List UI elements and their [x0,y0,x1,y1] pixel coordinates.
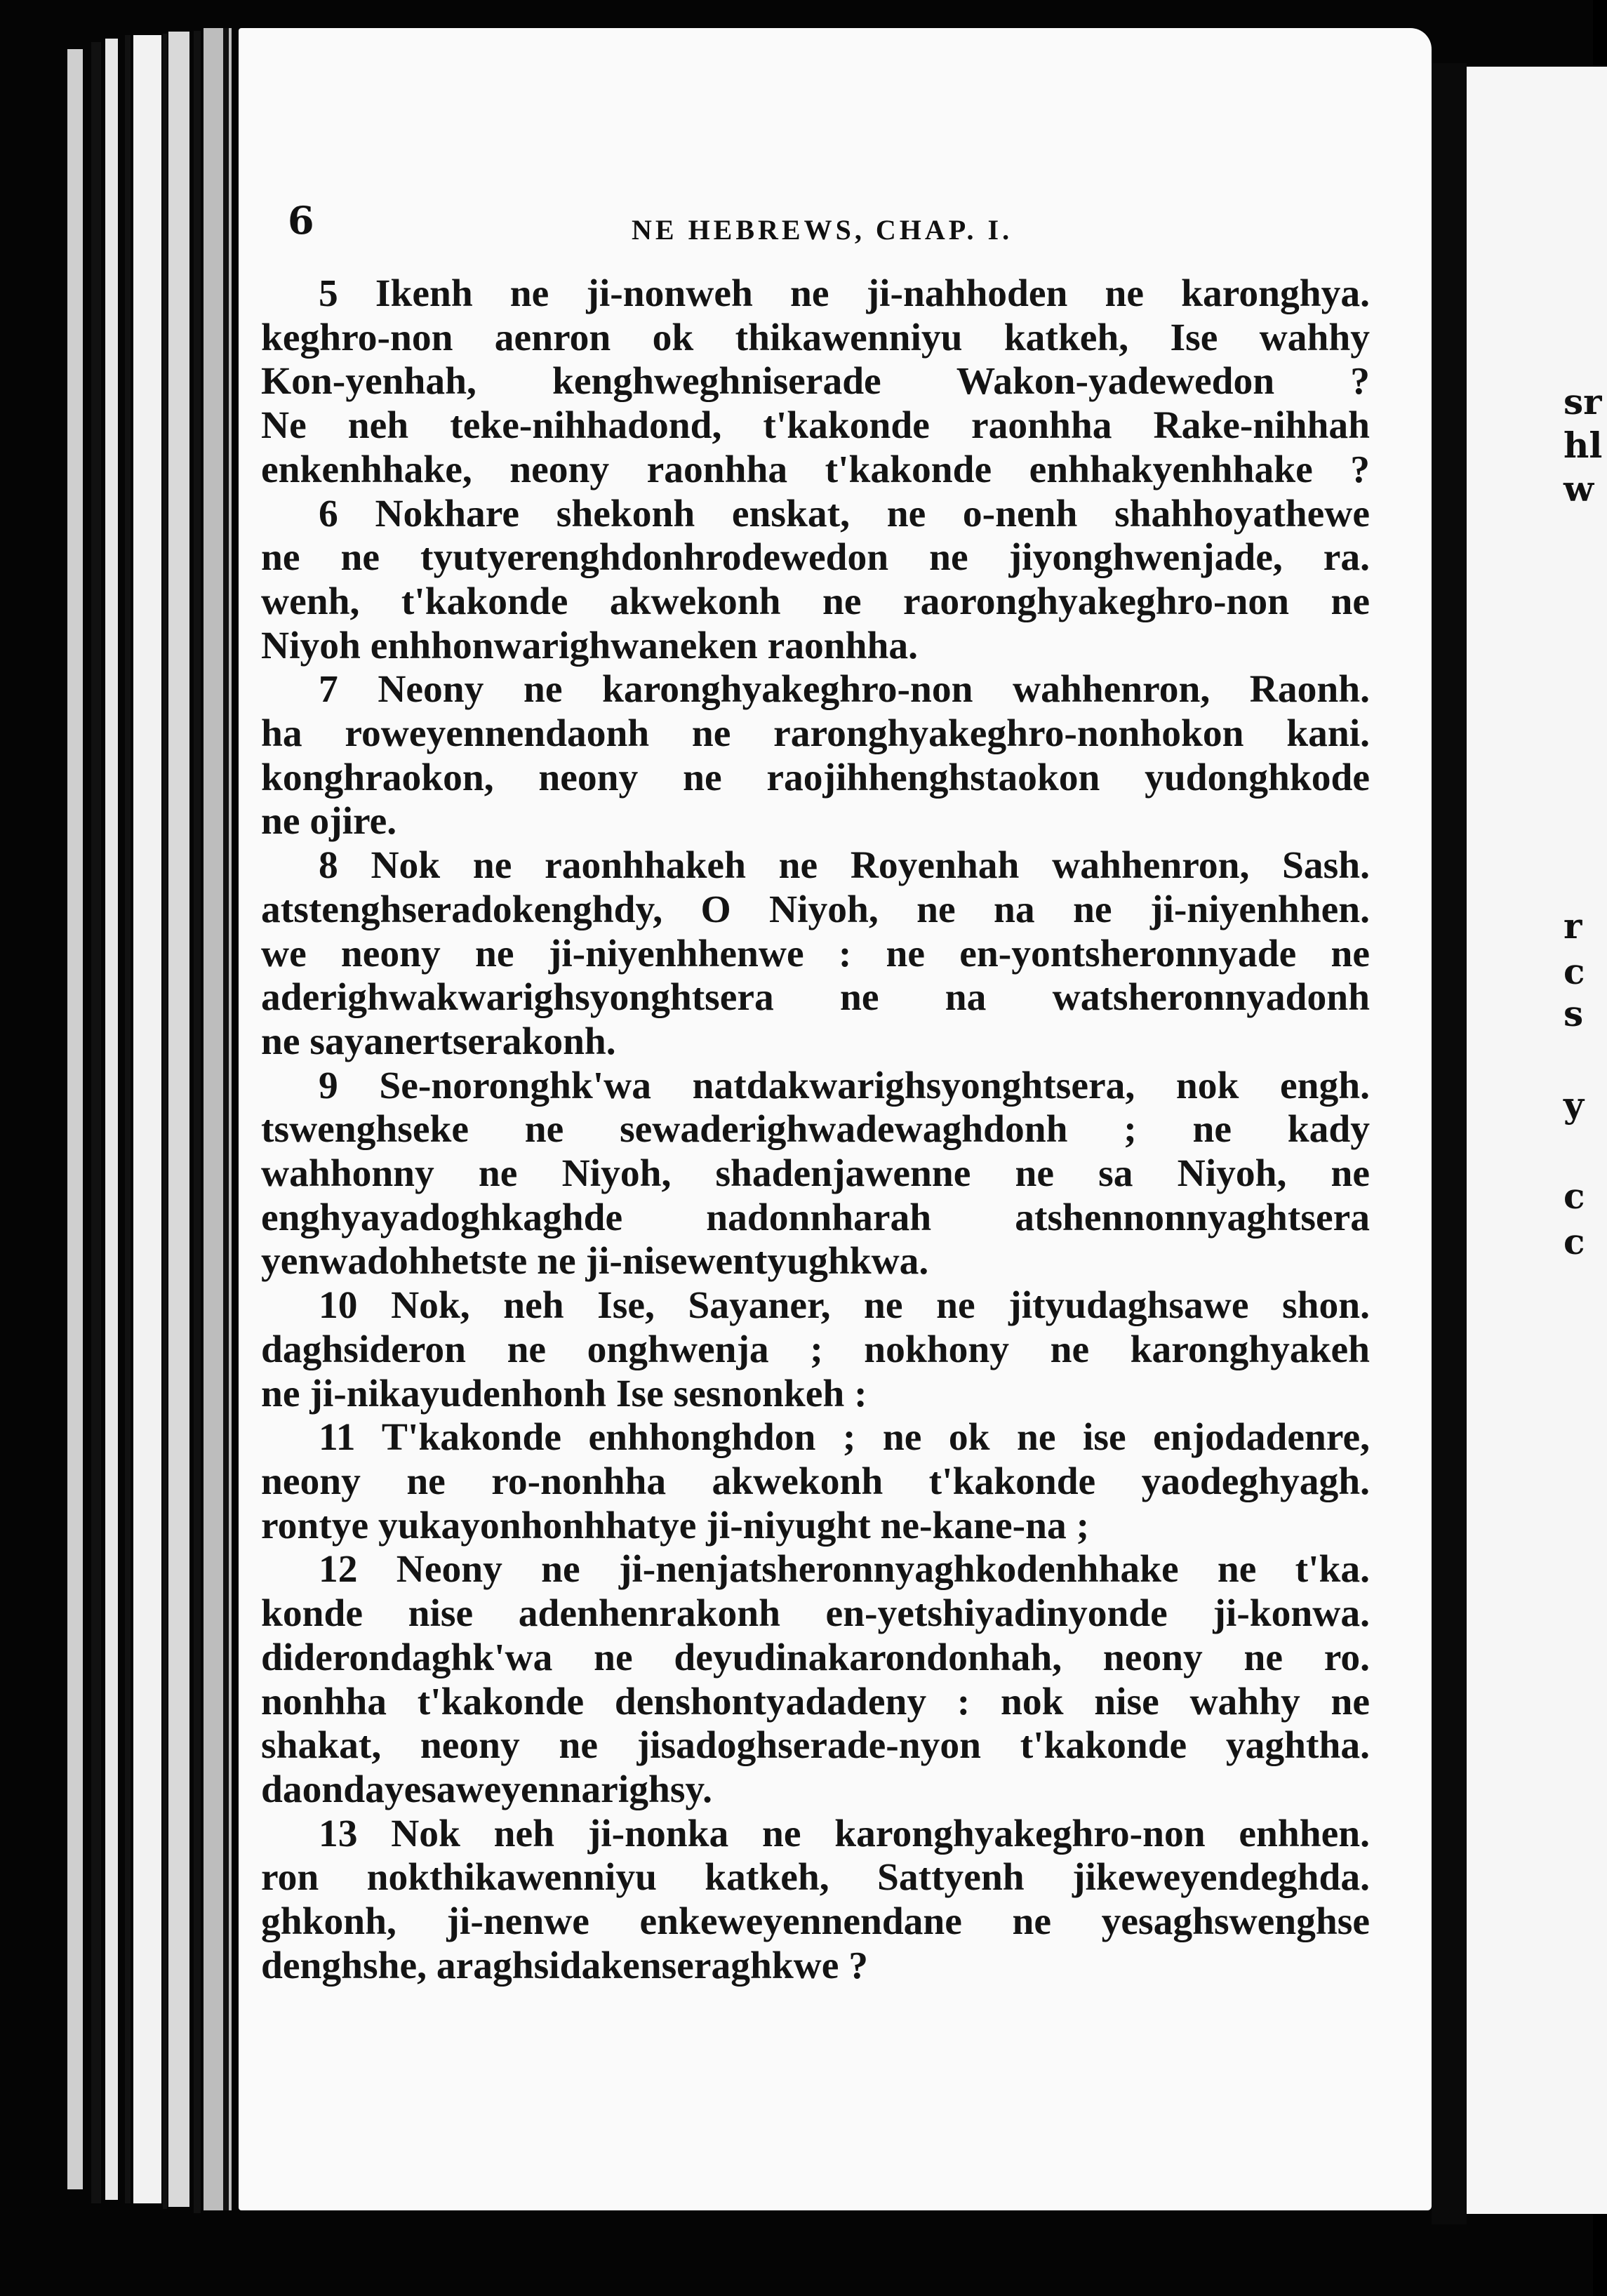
facing-page-fragment: w [1563,468,1594,509]
text-line: 10 Nok, neh Ise, Sayaner, ne ne jityudaghsawe shon. [319,1284,1370,1328]
text-line: nonhha t'kakonde denshontyadadeny : nok nise wahhy ne [261,1680,1370,1723]
text-line: daondayesaweyennarighsy. [261,1768,712,1811]
page-stack-edge [168,32,189,2207]
text-line: aderighwakwarighsyonghtsera ne na watsheronnyadonh [261,976,1370,1020]
text-line: denghshe, araghsidakenseraghkwe ? [261,1944,869,1987]
text-line: 7 Neony ne karonghyakeghro-non wahhenron, Raonh. [319,668,1370,712]
text-line: 6 Nokhare shekonh enskat, ne o-nenh shahhoyathewe [319,492,1370,535]
facing-page-fragment: c [1563,1175,1585,1217]
text-line: diderondaghk'wa ne deyudinakarondonhah, neony ne ro. [261,1636,1370,1679]
text-line: atstenghseradokenghdy, O Niyoh, ne na ne ji-niyenhhen. [261,888,1370,931]
text-line: ne ji-nikayudenhonh Ise sesnonkeh : [261,1372,867,1415]
facing-page-fragment: c [1563,951,1585,992]
text-line: Ne neh teke-nihhadond, t'kakonde raonhha Rake-nihhah [261,404,1370,448]
binding-shadow [91,42,101,2203]
text-line: 12 Neony ne ji-nenjatsheronnyaghkodenhhake ne t'ka. [319,1548,1370,1591]
text-line: konde nise adenhenrakonh en-yetshiyadinyonde ji-konwa. [261,1592,1370,1636]
facing-page-fragment: sr [1563,381,1602,422]
text-line: yenwadohhetste ne ji-nisewentyughkwa. [261,1240,929,1283]
page-stack-edge [67,49,83,2189]
text-line: ne ne tyutyerenghdonhrodewedon ne jiyonghwenjade, ra. [261,536,1370,580]
text-line: keghro-non aenron ok thikawenniyu katkeh, Ise wahhy [261,316,1370,359]
page-number: 6 [288,198,314,243]
text-line: 13 Nok neh ji-nonka ne karonghyakeghro-non enhhen. [319,1812,1370,1855]
text-line: konghraokon, neony ne raojihhenghstaokon yudonghkode [261,756,1370,799]
binding-shadow [163,34,167,2209]
binding-shadow [194,31,201,2213]
book-gutter [1432,63,1467,2224]
page-stack-edge [133,35,161,2203]
text-line: 11 T'kakonde enhhonghdon ; ne ok ne ise enjodadenre, [319,1416,1370,1460]
running-title: NE HEBREWS, CHAP. I. [632,214,1013,246]
text-line: rontye yukayonhonhhatye ji-niyught ne-kane-na ; [261,1504,1090,1547]
running-head [288,198,1382,247]
text-line: 9 Se-noronghk'wa natdakwarighsyonghtsera, nok engh. [319,1064,1370,1107]
facing-page-fragment: c [1563,1221,1585,1262]
binding-shadow [125,35,131,2203]
text-line: ne sayanertserakonh. [261,1020,616,1063]
text-line: we neony ne ji-niyenhhenwe : ne en-yontsheronnyade ne [261,932,1370,975]
text-line: neony ne ro-nonhha akwekonh t'kakonde yaodeghyagh. [261,1460,1370,1503]
text-line: ron nokthikawenniyu katkeh, Sattyenh jikeweyendeghda. [261,1856,1370,1900]
text-line: ha roweyennendaonh ne raronghyakeghro-nonhokon kani. [261,712,1370,756]
facing-page-fragment: s [1563,993,1584,1034]
facing-page-fragment: hl [1563,425,1603,466]
body-text [261,272,1370,1988]
text-line: Kon-yenhah, kenghweghniserade Wakon-yadewedon ? [261,360,1370,403]
page-stack-edge [105,39,118,2200]
text-line: daghsideron ne onghwenja ; nokhony ne karonghyakeh [261,1328,1370,1371]
text-line: enkenhhake, neony raonhha t'kakonde enhhakyenhhake ? [261,448,1370,491]
text-line: 8 Nok ne raonhhakeh ne Royenhah wahhenron, Sash. [319,844,1370,888]
text-line: enghyayadoghkaghde nadonnharah atshennonnyaghtsera [261,1196,1370,1239]
text-line: Niyoh enhhonwarighwaneken raonhha. [261,624,919,667]
facing-page-fragment: r [1563,905,1582,947]
text-line: ghkonh, ji-nenwe enkeweyennendane ne yesaghswenghse [261,1900,1370,1944]
binding-shadow [223,28,229,2210]
text-line: ne ojire. [261,800,397,843]
facing-page-fragment: y [1563,1084,1585,1126]
text-line: tswenghseke ne sewaderighwadewaghdonh ; ne kady [261,1108,1370,1152]
text-line: shakat, neony ne jisadoghserade-nyon t'kakonde yaghtha. [261,1724,1370,1768]
text-line: wahhonny ne Niyoh, shadenjawenne ne sa Niyoh, ne [261,1152,1370,1196]
text-line: wenh, t'kakonde akwekonh ne raoronghyakeghro-non ne [261,580,1370,623]
text-line: 5 Ikenh ne ji-nonweh ne ji-nahhoden ne karonghya. [319,272,1370,315]
